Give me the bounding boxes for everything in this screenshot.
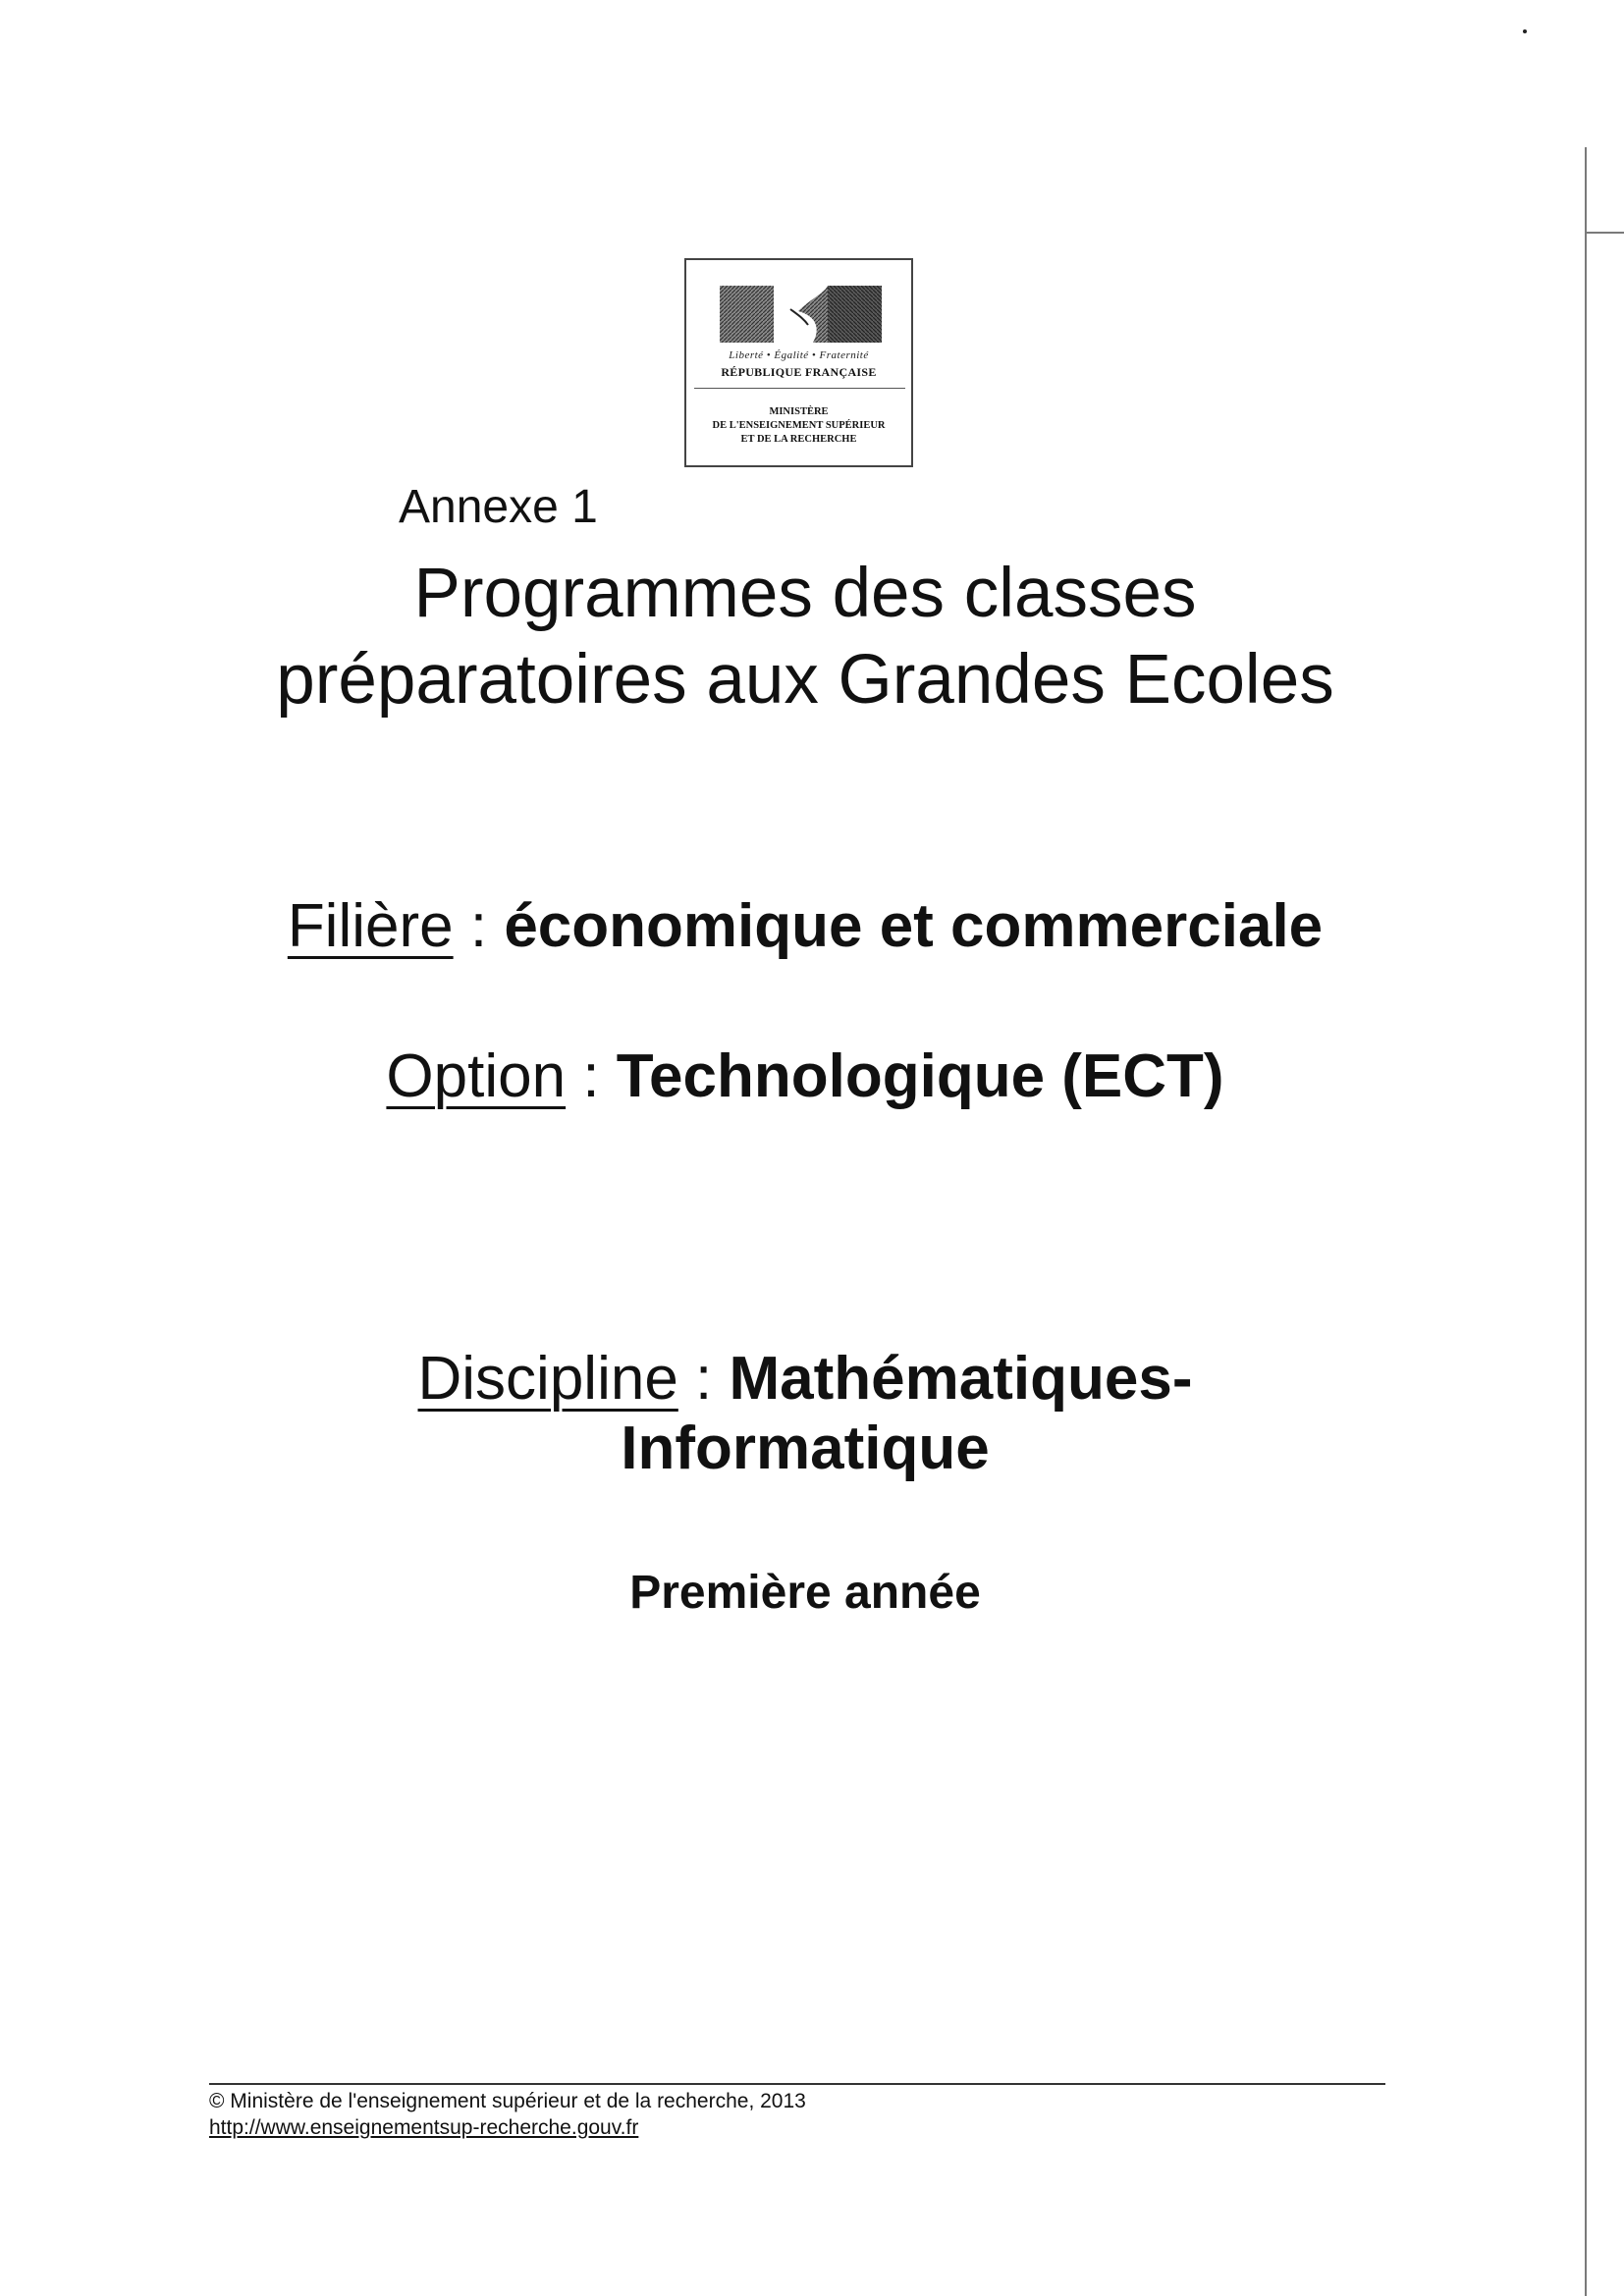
footer-divider <box>209 2083 1385 2085</box>
discipline-field: Discipline : Mathématiques- <box>417 1345 1193 1413</box>
filiere-label: Filière <box>287 892 454 960</box>
option-field: Option : Technologique (ECT) <box>386 1042 1224 1110</box>
logo-ministry-name: MINISTÈRE DE L'ENSEIGNEMENT SUPÉRIEUR ET DE LA RECHERCHE <box>712 406 886 445</box>
document-title <box>196 551 1414 723</box>
option-label: Option <box>386 1042 567 1110</box>
option-value: Technologique (ECT) <box>616 1042 1224 1110</box>
title-line-1: Programmes des classes <box>413 555 1197 632</box>
annexe-label: Annexe 1 <box>399 481 598 533</box>
marianne-flag-icon <box>720 286 882 345</box>
republique-francaise-logo <box>684 258 913 467</box>
logo-divider <box>694 388 905 389</box>
discipline-value-line-1: Mathématiques- <box>729 1345 1193 1413</box>
filiere-value: économique et commerciale <box>504 892 1324 960</box>
footer-copyright: © Ministère de l'enseignement supérieur et de la recherche, 2013 <box>209 2090 806 2112</box>
scan-edge-line <box>1585 147 1587 2296</box>
footer-url-link[interactable]: http://www.enseignementsup-recherche.gouv.fr <box>209 2116 639 2139</box>
title-line-2: préparatoires aux Grandes Ecoles <box>276 641 1334 719</box>
discipline-label: Discipline <box>417 1345 678 1413</box>
scan-edge-tick <box>1585 232 1624 234</box>
discipline-value-line-2: Informatique <box>621 1415 990 1482</box>
scan-speck <box>1523 29 1527 33</box>
logo-republic-name: RÉPUBLIQUE FRANÇAISE <box>721 365 877 379</box>
year-label: Première année <box>629 1567 981 1619</box>
filiere-field: Filière : économique et commerciale <box>287 892 1324 960</box>
logo-motto: Liberté • Égalité • Fraternité <box>729 349 869 361</box>
